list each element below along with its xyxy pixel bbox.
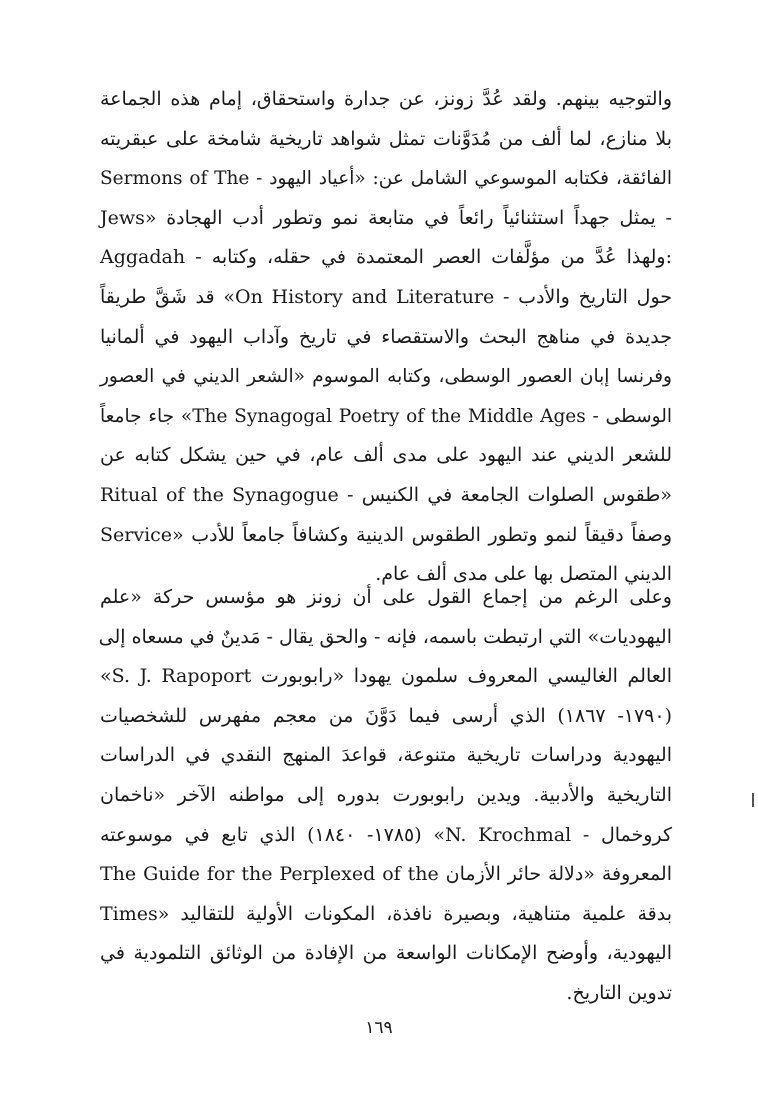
- text-line: جديدة في مناهج البحث والاستقصاء في تاريخ وآداب اليهود في ألمانيا: [100, 325, 672, 348]
- text-line: اليهودية، وأوضح الإمكانات الواسعة من الإفادة من الوثائق التلمودية في: [100, 942, 672, 965]
- text-line: للشعر الديني عند اليهود على مدى ألف عام، في حين يشكل كتابه عن: [100, 444, 672, 467]
- text-line: وفرنسا إبان العصور الوسطى، وكتابه الموسوم «الشعر الديني في العصور: [100, 366, 672, 388]
- text-line: (١٧٩٠- ١٨٦٧) الذي أرسى فيما دَوَّنَ من معجم مفهرس للشخصيات: [100, 704, 672, 727]
- text-line: التاريخية والأدبية. ويدين رابوبورت بدوره إلى مواطنه الآخر «ناخمان: [100, 783, 672, 806]
- text-line: وعلى الرغم من إجماع القول على أن زونز هو مؤسس حركة «علم: [100, 586, 672, 608]
- text-line: حول التاريخ والأدب - On History and Literature» قد شَقَّ طريقاً: [100, 285, 673, 308]
- text-line: اليهوديات» التي ارتبطت باسمه، فإنه - والحق يقال - مَدينٌ في مسعاه إلى: [98, 625, 672, 648]
- text-line: الوسطى - The Synagogal Poetry of the Middle Ages» جاء جامعاً: [100, 405, 672, 427]
- text-line: الديني المتصل بها على مدى ألف عام.: [375, 563, 672, 586]
- margin-mark: [752, 793, 754, 807]
- text-line: العالم الغاليسي المعروف سلمون يهودا «رابوبورت S. J. Rapoport»: [100, 665, 672, 688]
- text-line: والتوجيه بينهم. ولقد عُدَّ زونز، عن جدارة واستحقاق، إمام هذه الجماعة: [100, 88, 672, 110]
- text-line: اليهودية ودراسات تاريخية متنوعة، قواعدَ المنهج النقدي في الدراسات: [100, 744, 672, 767]
- text-line: Aggadah - ولهذا عُدَّ من مؤلَّفات العصر المعتمدة في حقله، وكتابه:: [100, 246, 672, 269]
- text-line: بلا منازع، لما ألف من مُدَوَّنات تمثل شواهد تاريخية شامخة على عبقريته: [100, 127, 672, 150]
- text-line: كروخمال - N. Krochmal» (١٧٨٥- ١٨٤٠) الذي تابع في موسوعته: [100, 823, 672, 846]
- page-number: ١٦٩: [365, 1018, 393, 1038]
- text-line: المعروفة «دلالة حائر الأزمان The Guide for the Perplexed of the: [100, 863, 672, 886]
- text-line: Service» وصفاً دقيقاً لنمو وتطور الطقوس الدينية وكشافاً جامعاً للأدب: [100, 523, 673, 546]
- text-line: تدوين التاريخ.: [566, 981, 672, 1004]
- text-line: Times» بدقة علمية متناهية، وبصيرة نافذة، المكونات الأولية للتقاليد: [100, 902, 672, 925]
- paragraph-1: [100, 80, 672, 595]
- text-line: Jews» يمثل جهداً استثنائياً رائعاً في متابعة نمو وتطور أدب الهجادة -: [100, 206, 672, 229]
- text-line: الفائقة، فكتابه الموسوعي الشامل عن: «أعياد اليهود - Sermons of The: [100, 168, 672, 190]
- paragraph-2: [100, 578, 672, 1014]
- text-line: «طقوس الصلوات الجامعة في الكنيس - Ritual of the Synagogue: [100, 483, 672, 506]
